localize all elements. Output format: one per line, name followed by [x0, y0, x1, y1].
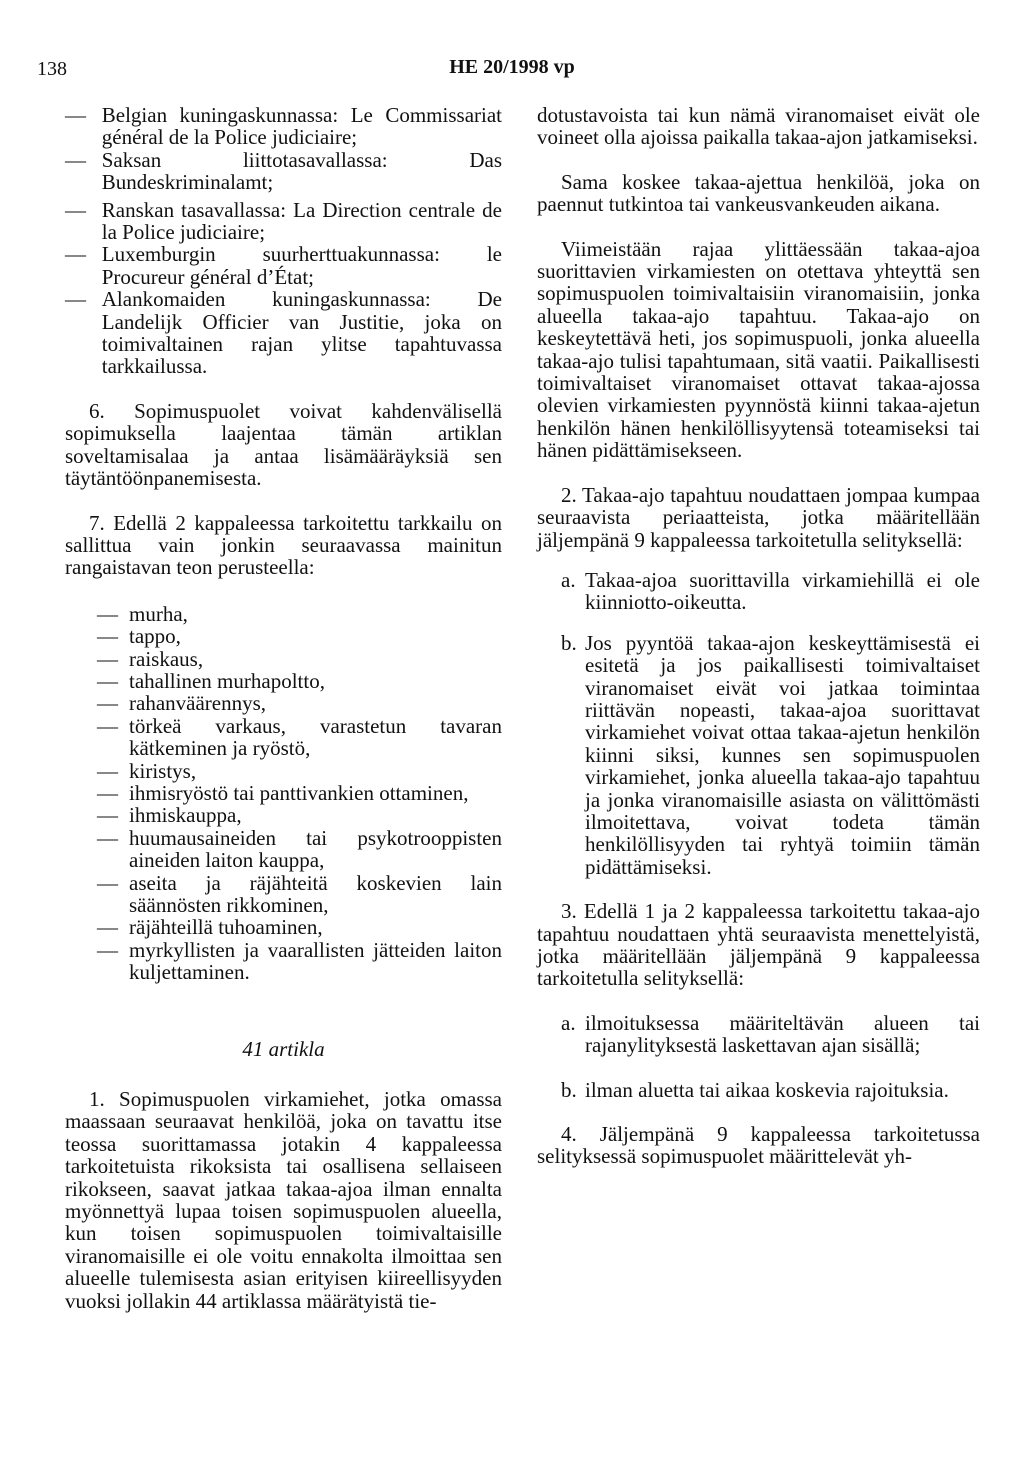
- list-item: — huumausaineiden tai psykotrooppisten aineiden laiton kauppa,: [97, 825, 502, 873]
- list-item: — Ranskan tasavallassa: La Direction centrale de la Police judiciaire;: [65, 197, 502, 245]
- running-head: HE 20/1998 vp: [449, 56, 575, 78]
- authority-list: [65, 104, 502, 378]
- list-item: — törkeä varkaus, varastetun tavaran kätkeminen ja ryöstö,: [97, 713, 502, 761]
- paragraph-7: 7. Edellä 2 kappaleessa tarkoitettu tarkkailu on sallittua vain jonkin seuraavassa mainitun rangaistavan teon perusteella:: [65, 510, 502, 580]
- list-item: — ihmisryöstö tai panttivankien ottaminen,: [97, 780, 469, 805]
- right-column: [537, 104, 980, 1168]
- list-item: b. Jos pyyntöä takaa-ajon keskeyttämisestä ei esitetä ja jos paikallisesti toimivaltaiset viranomaiset eivät voi jatkaa toimintaa riittävän nopeasti, takaa-ajoa suorittavat virkamiehet voivat ottaa takaa-ajetun henkilön kiinni siksi, kunnes sen sopimuspuolen virkamiehet, jonka alueella takaa-ajo tapahtuu ja jonka viranomaisille asiasta on välittömästi ilmoitettava, voivat todeta tämän henkilöllisyyden tai ryhtyä toimiin tämän pidättämiseksi.: [561, 630, 980, 879]
- left-column: [65, 104, 502, 1312]
- paragraph-4: 4. Jäljempänä 9 kappaleessa tarkoitetussa selityksessä sopimuspuolet määrittelevät yh-: [537, 1122, 980, 1169]
- paragraph-3: 3. Edellä 1 ja 2 kappaleessa tarkoitettu takaa-ajo tapahtuu noudattaen yhtä seuraavista menettelyistä, jotka määritellään jäljempänä 9 kappaleessa tarkoitetulla selityksellä:: [537, 899, 980, 991]
- list-item: — Belgian kuningaskunnassa: Le Commissariat général de la Police judiciaire;: [65, 103, 502, 150]
- list-item: — rahanväärennys,: [97, 691, 267, 716]
- list-item: — murha,: [97, 601, 188, 626]
- paragraph-6: 6. Sopimuspuolet voivat kahdenvälisellä sopimuksella laajentaa tämän artiklan soveltamisalaa ja antaa lisämääräyksiä sen täytäntöönpanemisesta.: [65, 398, 502, 491]
- list-item: — ihmiskauppa,: [97, 803, 242, 828]
- same-applies-paragraph: Sama koskee takaa-ajettua henkilöä, joka on paennut tutkintoa tai vankeusvankeuden aikana.: [537, 169, 980, 217]
- page-number: 138: [37, 58, 67, 80]
- list-item: — Alankomaiden kuningaskunnassa: De Landelijk Officier van Justitie, joka on toimivaltainen rajan ylitse tapahtuvassa tarkkailussa.: [65, 287, 502, 379]
- list-item: — räjähteillä tuhoaminen,: [97, 915, 323, 940]
- continuation-paragraph: dotustavoista tai kun nämä viranomaiset eivät ole voineet olla ajoissa paikalla takaa-ajon jatkamiseksi.: [537, 103, 980, 150]
- list-item: — Luxemburgin suurherttuakunnassa: le Procureur général d’État;: [65, 242, 502, 289]
- contact-paragraph: Viimeistään rajaa ylittäessään takaa-ajoa suorittavien virkamiesten on otettava yhteyttä sen sopimuspuolen toimivaltaisiin viranomaisiin, jonka alueella takaa-ajo tapahtuu. Takaa-ajo on keskeytettävä heti, jos sopimuspuoli, jonka alueella takaa-ajo tulisi tapahtumaan, sitä vaatii. Paikallisesti toimivaltaiset viranomaiset ottavat takaa-ajossa olevien virkamiesten pyynnöstä kiinni takaa-ajetun henkilön hänen henkilöllisyytensä toteamiseksi tai hänen pidättämisekseen.: [537, 236, 980, 463]
- list-item: — kiristys,: [97, 758, 197, 783]
- list-item: — myrkyllisten ja vaarallisten jätteiden laiton kuljettaminen.: [97, 937, 502, 985]
- list-item: — tappo,: [97, 624, 181, 649]
- article-paragraph-1: 1. Sopimuspuolen virkamiehet, jotka omassa maassaan seuraavat henkilöä, joka on tavattu itse teossa suorittamassa jotakin 4 kappaleessa tarkoitetuista rikoksista tai osallisena sellaiseen rikokseen, saavat jatkaa takaa-ajoa ilman ennalta myönnettyä lupaa toisen sopimuspuolen alueella, kun toisen sopimuspuolen toimivaltaisille viranomaisille ei ole voitu ennakolta ilmoittaa sen alueelle tulemisesta asian erityisen kiireellisyyden vuoksi jollakin 44 artiklassa määrätyistä tie-: [65, 1087, 502, 1313]
- list-item: — tahallinen murhapoltto,: [97, 668, 325, 693]
- list-item: — Saksan liittotasavallassa: Das Bundeskriminalamt;: [65, 147, 502, 195]
- list-item: — aseita ja räjähteitä koskevien lain säännösten rikkominen,: [97, 870, 502, 917]
- paragraph-2: 2. Takaa-ajo tapahtuu noudattaen jompaa kumpaa seuraavista periaatteista, jotka määritellään jäljempänä 9 kappaleessa tarkoitetulla selityksellä:: [537, 482, 980, 552]
- article-heading: 41 artikla: [242, 1036, 325, 1061]
- offence-list: [65, 603, 502, 984]
- list-item: — raiskaus,: [97, 646, 204, 671]
- list-item: a. Takaa-ajoa suorittavilla virkamiehillä ei ole kiinniotto-oikeutta.: [561, 567, 980, 615]
- list-item: a. ilmoituksessa määriteltävän alueen tai rajanylityksestä laskettavan ajan sisällä;: [561, 1010, 980, 1058]
- list-item: b. ilman aluetta tai aikaa koskevia rajoituksia.: [561, 1077, 949, 1102]
